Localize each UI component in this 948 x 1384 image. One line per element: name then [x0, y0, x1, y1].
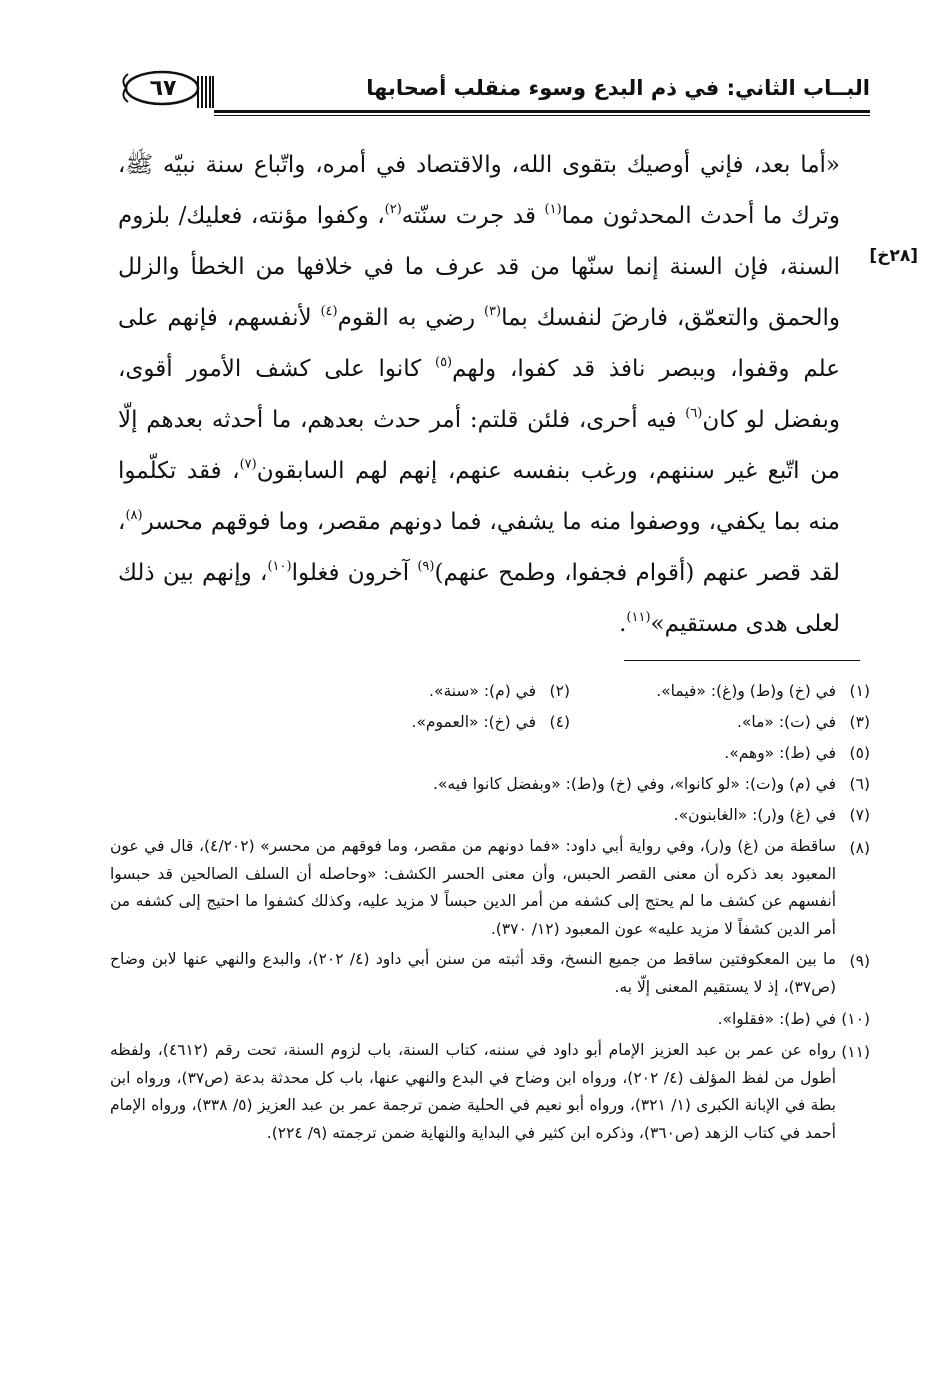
footnote-text: في (ت): «ما».	[736, 713, 836, 731]
footnote	[110, 769, 870, 800]
footnote-ref[interactable]: (١٠)	[267, 559, 292, 574]
page-number: ٦٧	[149, 75, 177, 101]
footnote	[110, 738, 870, 769]
text-segment: ، لقد قصر عنهم (أقوام فجفوا، وطمح عنهم)	[118, 509, 840, 586]
footnote-number: (٢)	[549, 682, 570, 700]
text-segment: كانوا على كشف الأمور أقوى، وبفضل لو كان	[118, 356, 840, 433]
footnote-ref[interactable]: (٩)	[417, 559, 435, 574]
text-segment: ، فقد تكلّموا منه بما يكفي، ووصفوا منه ما يشفي، فما دونهم مقصر، وما فوقهم محسر	[118, 458, 840, 535]
footnote-text: في (م) و(ت): «لو كانوا»، وفي (خ) و(ط): «وبفضل كانوا فيه».	[433, 775, 836, 793]
footnote	[110, 1037, 870, 1147]
footnote-ref[interactable]: (٤)	[320, 304, 338, 319]
footnote-separator	[624, 660, 860, 661]
footnote-number: (١١)	[841, 1043, 870, 1061]
text-segment: ، وكفوا مؤنته، فعليك/ بلزوم السنة، فإن السنة إنما سنّها من قد عرف ما في خلافها من الخطأ والزلل والحمق والتعمّق، فارضَ لنفسك بما	[118, 203, 840, 331]
footnote-row	[110, 676, 870, 707]
text-segment: ، وإنهم بين ذلك لعلى هدى مستقيم»	[118, 560, 840, 637]
quote-paragraph	[118, 140, 840, 650]
footnote-number: (٦)	[849, 775, 870, 793]
footnote-text: في (خ) و(ط) و(غ): «فيما».	[656, 682, 836, 700]
footnote-ref[interactable]: (٣)	[483, 304, 502, 319]
footnote	[270, 707, 570, 738]
footnote-text: ما بين المعكوفتين ساقط من جميع النسخ، وقد أثبته من سنن أبي داود (٤/ ٢٠٢)، والبدع والنهي عنها لابن وضاح (ص٣٧)، إذ لا يستقيم المعنى إلّا به.	[110, 950, 836, 996]
footnote-number: (٨)	[849, 839, 870, 857]
header-rule	[214, 110, 870, 113]
footnote-text: في (غ) و(ر): «الغابنون».	[673, 806, 836, 824]
footnote	[570, 707, 870, 738]
running-header	[118, 68, 870, 116]
footnote-text: في (ط): «وهم».	[724, 744, 836, 762]
footnote	[110, 1004, 870, 1035]
footnote	[570, 676, 870, 707]
text-segment: فيه أحرى، فلئن قلتم: أمر حدث بعدهم، ما أحدثه بعدهم إلّا من اتّبع غير سننهم، ورغب بنفسه عنهم، إنهم لهم السابقون	[118, 407, 840, 484]
footnote-ref[interactable]: (٢)	[384, 202, 402, 217]
footnote-ref[interactable]: (١)	[544, 202, 562, 217]
footnote	[110, 800, 870, 831]
main-text	[118, 140, 840, 650]
footnote-text: في (م): «سنة».	[429, 682, 536, 700]
footnote-ref[interactable]: (٨)	[125, 508, 143, 523]
footnote	[110, 946, 870, 1001]
footnote	[270, 676, 570, 707]
chapter-title: البــاب الثاني: في ذم البدع وسوء منقلب أصحابها	[366, 76, 870, 100]
footnote-number: (٩)	[849, 952, 870, 970]
footnote-ref[interactable]: (٧)	[239, 457, 257, 472]
footnote-number: (١)	[849, 682, 870, 700]
footnote-number: (٤)	[549, 713, 570, 731]
footnote-number: (٥)	[849, 744, 870, 762]
text-segment: .	[619, 611, 627, 637]
text-segment: رضي به القوم	[337, 305, 484, 331]
text-segment: «أما بعد، فإني أوصيك بتقوى الله، والاقتصاد في أمره، واتّباع سنة نبيّه ﷺ، وترك ما أحدث المحدثون مما	[118, 152, 840, 229]
text-segment: قد جرت سنّته	[401, 203, 545, 229]
footnote	[110, 833, 870, 943]
footnote-text: ساقطة من (غ) و(ر)، وفي رواية أبي داود: «فما دونهم من مقصر، وما فوقهم من محسر» (٤/٢٠٢)، قال في عون المعبود بعد ذكره أن معنى القصر الحبس، وأن معنى الحسر الكشف: «وحاصله أن السلف الصالحين قد حبسوا أنفسهم عن كشف ما لم يحتج إلى كشفه من أمر الدين حبساً لا مزيد عليه، وكذلك كشفوا ما احتيج إلى كشفه من أمر الدين كشفاً لا مزيد عليه» عون المعبود (١٢/ ٣٧٠).	[110, 837, 836, 938]
footnote-ref[interactable]: (٦)	[685, 406, 703, 421]
text-segment: آخرون فغلوا	[291, 560, 418, 586]
footnote-number: (٧)	[849, 806, 870, 824]
footnotes	[110, 676, 870, 1150]
manuscript-folio-marker: [٢٨خ]	[869, 246, 918, 266]
footnote-text: رواه عن عمر بن عبد العزيز الإمام أبو داود في سننه، كتاب السنة، باب لزوم السنة، تحت رقم (٤٦١٢)، ولفظه أطول من لفظ المؤلف (٤/ ٢٠٢)، ورواه ابن وضاح في البدع والنهي عنها، باب كل محدثة بدعة (ص٣٧)، ورواه ابن بطة في الإبانة الكبرى (١/ ٣٢١)، ورواه أبو نعيم في الحلية ضمن ترجمة عمر بن عبد العزيز (٥/ ٣٣٨)، ورواه الإمام أحمد في كتاب الزهد (ص٣٦٠)، وذكره ابن كثير في البداية والنهاية ضمن ترجمته (٩/ ٢٢٤).	[110, 1041, 837, 1142]
footnote-number: (١٠)	[841, 1010, 870, 1028]
footnote-ref[interactable]: (١١)	[626, 610, 651, 625]
text-segment: لأنفسهم، فإنهم على علم وقفوا، وببصر نافذ قد كفوا، ولهم	[118, 305, 840, 382]
footnote-text: في (ط): «فقلوا».	[717, 1010, 836, 1028]
footnote-ref[interactable]: (٥)	[434, 355, 453, 370]
footnote-row	[110, 707, 870, 738]
footnote-text: في (خ): «العموم».	[411, 713, 536, 731]
footnote-number: (٣)	[849, 713, 870, 731]
header-rule-thin	[214, 115, 870, 116]
